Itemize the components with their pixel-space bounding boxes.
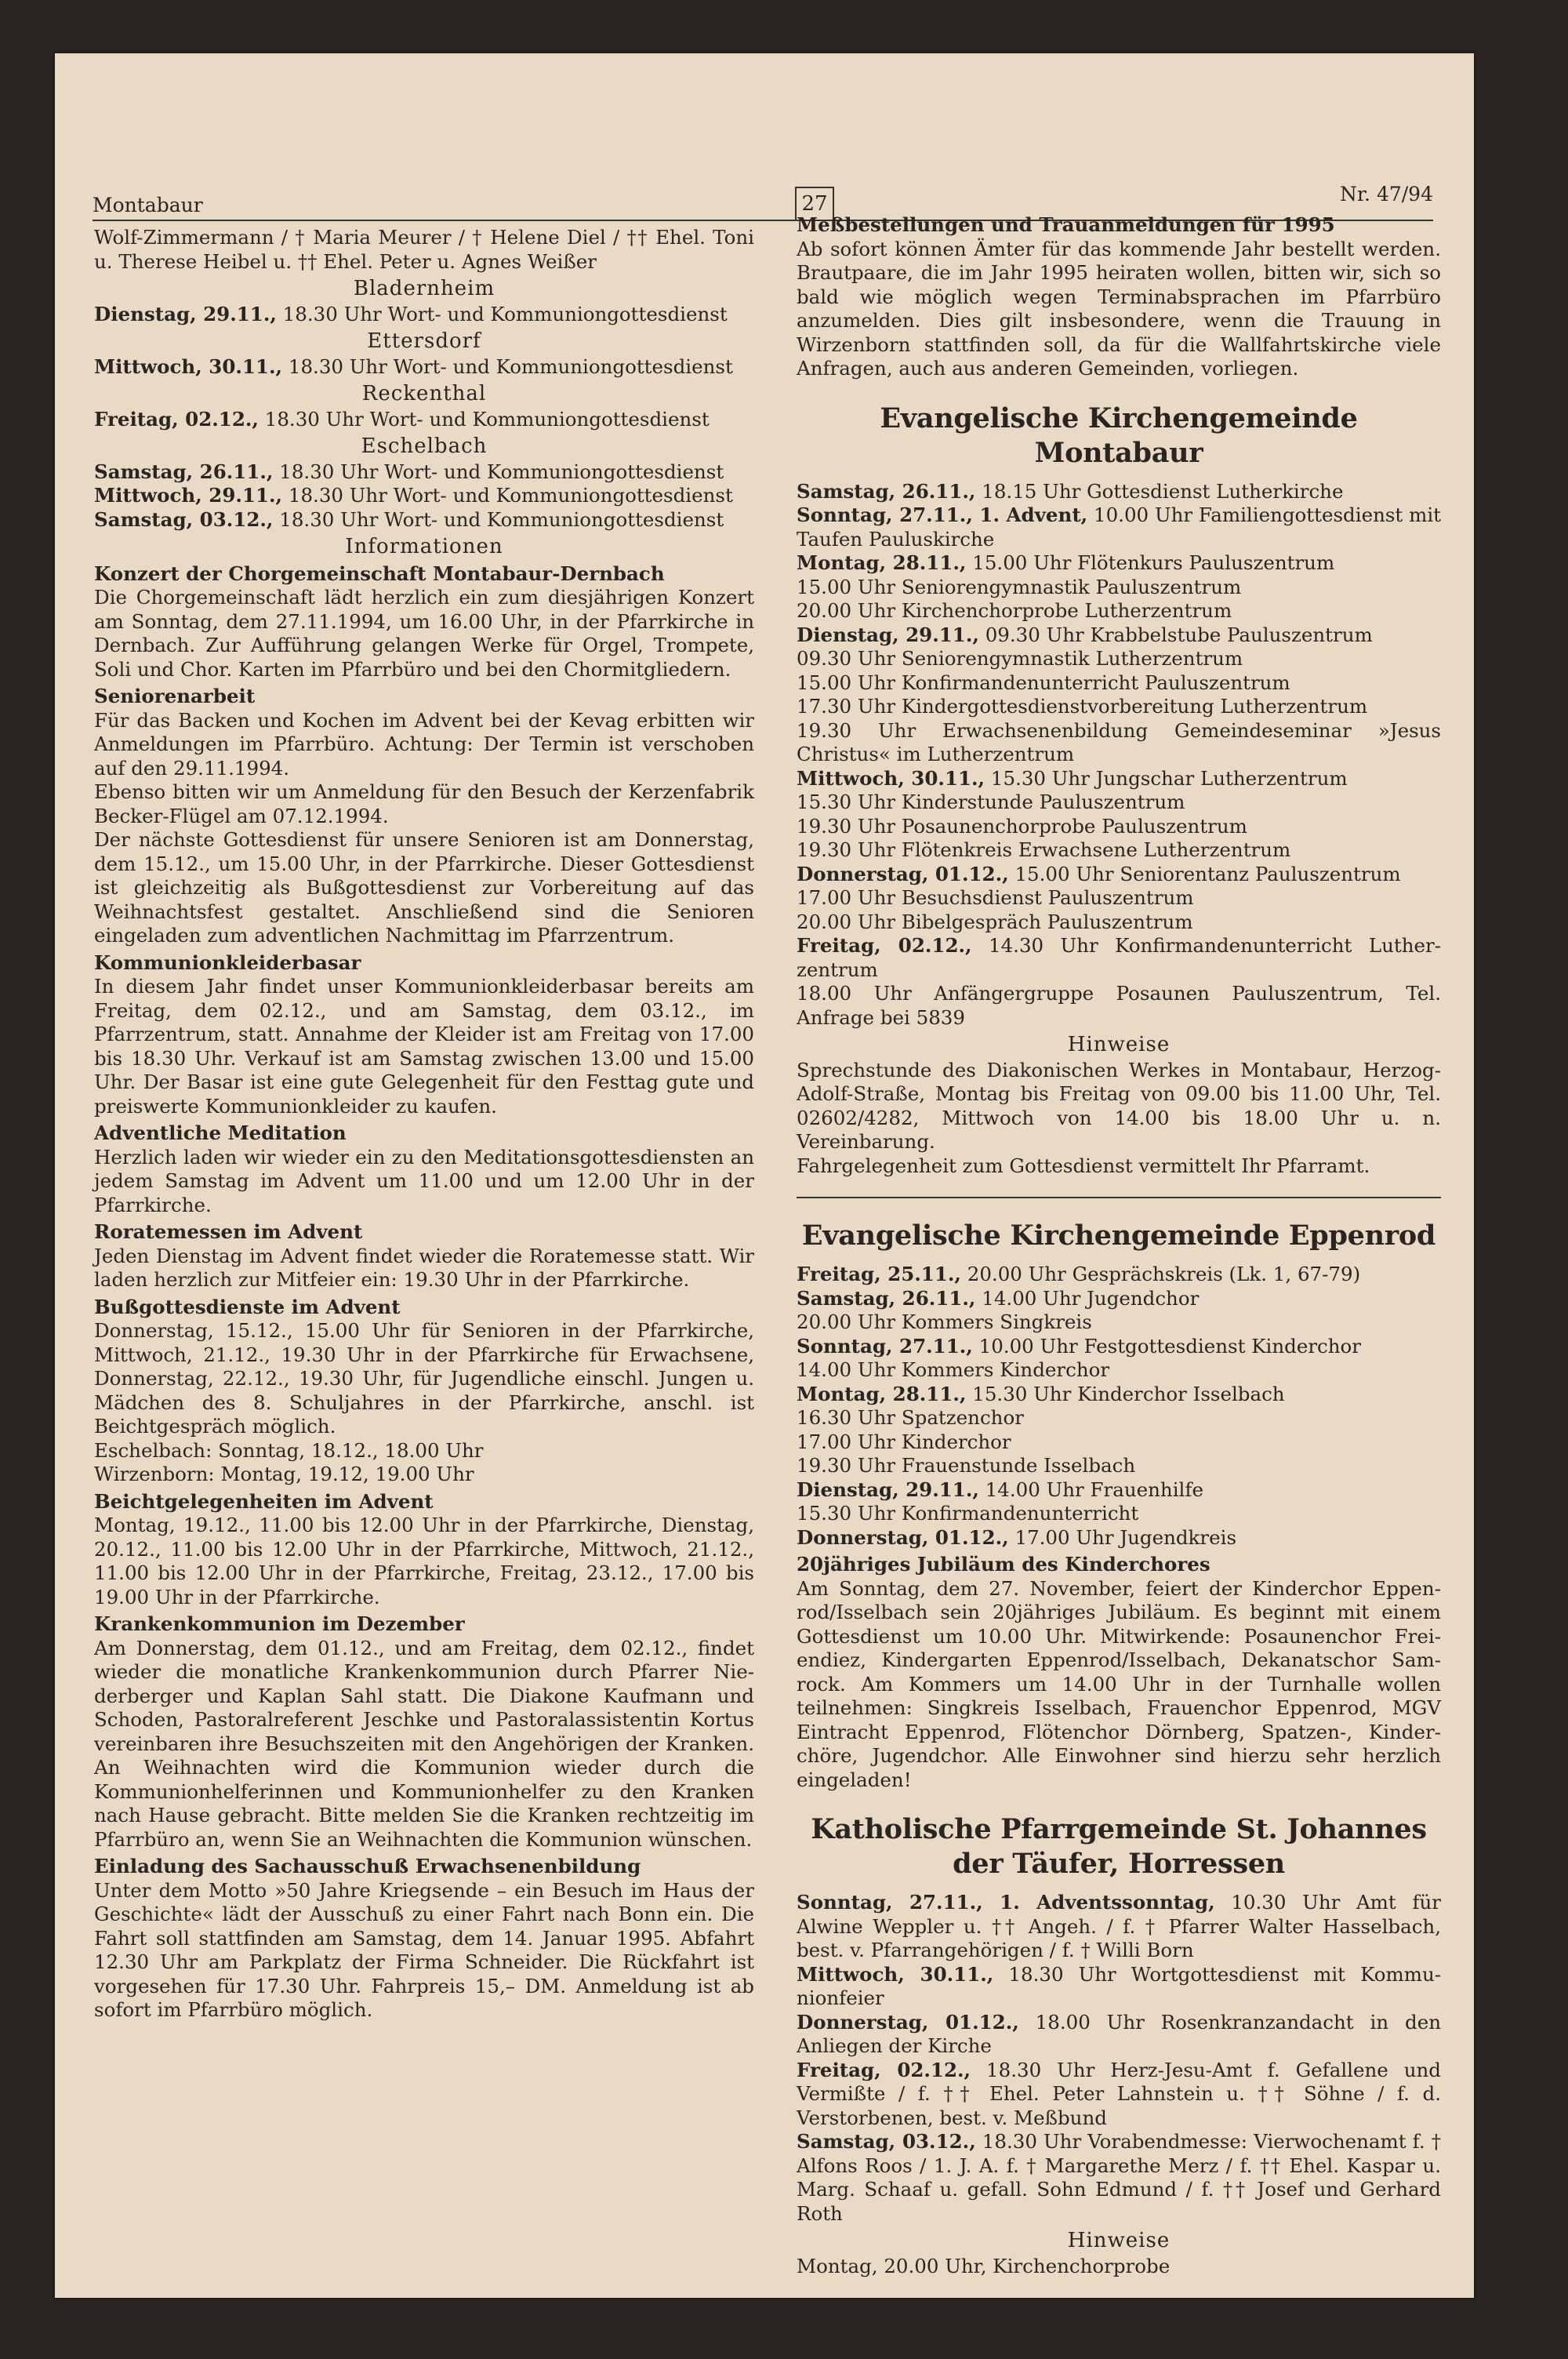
schedule-entry <box>797 1891 1441 1963</box>
item-heading: Einladung des Sachausschuß Erwachsenenbildung <box>94 1855 641 1877</box>
schedule-entry <box>797 934 1441 982</box>
schedule-entry <box>797 2130 1441 2226</box>
entry-text: 18.30 Uhr Wortgottesdienst mit Kommunionfeier <box>797 1962 1441 2009</box>
entry-text: 20.00 Uhr Gesprächskreis (Lk. 1, 67-79) <box>960 1263 1361 1285</box>
entry-date: Sonntag, 27.11., 1. Adventssonntag, <box>797 1891 1215 1914</box>
entry-text: 18.30 Uhr Wort- und Kommuniongottesdienst <box>282 484 733 507</box>
entry-text: 15.00 Uhr Seniorentanz Pauluszentrum <box>1008 862 1401 885</box>
entry-date: Mittwoch, 30.11., <box>797 766 985 790</box>
paragraph: Wolf-Zimmermann / † Maria Meurer / † Helene Diel / †† Ehel. Toni u. Therese Heibel u. †† Ehel. Peter u. Agnes Weißer <box>94 226 754 273</box>
entry-date: Samstag, 03.12., <box>797 2130 976 2153</box>
paragraph: 20.00 Uhr Kirchenchorprobe Lutherzentrum <box>797 599 1232 622</box>
schedule-entry <box>797 623 1441 648</box>
entry-text: 10.30 Uhr Amt für Alwine Weppler u. †† Angeh. / f. † Pfarrer Walter Hasselbach, best. v. Pfarrangehörigen / f. † Willi Born <box>797 1891 1442 1961</box>
schedule-entry <box>797 1478 1441 1503</box>
paragraph: Montag, 20.00 Uhr, Kirchenchorprobe <box>797 2254 1171 2277</box>
right-column <box>797 210 1441 2278</box>
subheading: Ettersdorf <box>367 329 481 353</box>
schedule-entry <box>94 355 754 380</box>
item-heading: Meßbestellungen und Trauanmeldungen für 1995 <box>797 213 1335 236</box>
schedule-entry <box>797 1335 1441 1359</box>
paragraph: 18.00 Uhr Anfängergruppe Posaunen Pauluszentrum, Tel. Anfrage bei 5839 <box>797 982 1441 1029</box>
paragraph: Fahrgelegenheit zum Gottesdienst vermittelt Ihr Pfarramt. <box>797 1154 1370 1177</box>
paragraph: 15.00 Uhr Konfirmandenunterricht Pauluszentrum <box>797 671 1290 694</box>
paragraph: Ebenso bitten wir um Anmeldung für den Besuch der Kerzenfabrik Becker-Flügel am 07.12.1994. <box>94 780 754 827</box>
paragraph: 19.30 Uhr Posaunenchorprobe Pauluszentrum <box>797 814 1247 838</box>
section-title: Evangelische Kirchengemeinde Eppenrod <box>801 1219 1436 1252</box>
entry-text: 14.30 Uhr Konfirmandenunterricht Lutherzentrum <box>797 934 1441 981</box>
paragraph: 19.30 Uhr Flötenkreis Erwachsene Lutherzentrum <box>797 838 1291 861</box>
paragraph: Wirzenborn: Montag, 19.12, 19.00 Uhr <box>94 1463 474 1485</box>
paragraph: Am Sonntag, dem 27. November, feiert der Kinderchor Eppenrod/Isselbach sein 20jähriges Jubiläum. Es beginnt mit einem Gottesdienst um 10.00 Uhr. Mitwirkende: Posaunenchor Freiendiez, Kindergarten Eppenrod/Isselbach, Dekanatschor Samrock. Am Kommers um 14.00 Uhr in der Turnhalle wollen teilnehmen: Singkreis Isselbach, Frauenchor Eppenrod, MGV Eintracht Eppenrod, Flötenchor Dörnberg, Spatzen-, Kinderchöre, Jugendchor. Alle Einwohner sind hierzu sehr herzlich eingeladen! <box>797 1576 1441 1791</box>
entry-date: Montag, 28.11., <box>797 1382 967 1405</box>
entry-date: Freitag, 02.12., <box>797 2058 971 2081</box>
schedule-entry <box>797 480 1441 504</box>
entry-date: Dienstag, 29.11., <box>797 1478 979 1501</box>
schedule-entry <box>797 1963 1441 2011</box>
entry-date: Freitag, 02.12., <box>94 407 259 431</box>
entry-text: 18.15 Uhr Gottesdienst Lutherkirche <box>975 479 1344 503</box>
entry-date: Samstag, 26.11., <box>797 479 976 503</box>
section-divider <box>797 1197 1441 1198</box>
paragraph: 20.00 Uhr Bibelgespräch Pauluszentrum <box>797 910 1193 933</box>
entry-date: Freitag, 25.11., <box>797 1263 961 1285</box>
paragraph: 17.00 Uhr Besuchsdienst Pauluszentrum <box>797 886 1194 909</box>
entry-text: 18.30 Uhr Wort- und Kommuniongottesdienst <box>276 302 728 325</box>
header-page-number: 27 <box>795 187 834 220</box>
paragraph: Am Donnerstag, dem 01.12., und am Freitag, dem 02.12., findet wieder die monatliche Krankenkommunion durch Pfarrer Niederberger und Kaplan Sahl statt. Die Diakone Kaufmann und Schoden, Pastoralreferent Jeschke und Pastoralassistentin Kortus vereinbaren ihre Besuchszeiten mit den Angehörigen der Kranken. An Weihnachten wird die Kommunion wieder durch die Kommunionhelferinnen und Kommunionhelfer zu den Kranken nach Hause gebracht. Bitte melden Sie die Kranken rechtzeitig im Pfarrbüro an, wenn Sie an Weihnachten die Kommunion wünschen. <box>94 1636 754 1851</box>
entry-text: 10.00 Uhr Familiengottesdienst mit Taufen Pauluskirche <box>797 503 1442 551</box>
item-heading: Seniorenarbeit <box>94 685 256 707</box>
header-town: Montabaur <box>93 194 203 216</box>
paragraph: 20.00 Uhr Kommers Singkreis <box>797 1310 1092 1333</box>
section-title: Evangelische Kirchengemeinde Montabaur <box>880 402 1358 469</box>
schedule-entry <box>94 303 754 327</box>
entry-date: Donnerstag, 01.12., <box>797 1525 1009 1549</box>
schedule-entry <box>797 551 1441 576</box>
entry-text: 15.00 Uhr Flötenkurs Pauluszentrum <box>966 551 1335 574</box>
item-heading: Konzert der Chorgemeinschaft Montabaur-Dernbach <box>94 562 665 585</box>
schedule-entry <box>797 503 1441 551</box>
entry-date: Sonntag, 27.11., 1. Advent, <box>797 503 1088 526</box>
entry-text: 17.00 Uhr Jugendkreis <box>1008 1525 1237 1549</box>
subheading: Hinweise <box>1067 2229 1171 2252</box>
header-issue-number: Nr. 47/94 <box>1339 183 1433 205</box>
entry-text: 18.30 Uhr Wort- und Kommuniongottesdienst <box>273 507 724 531</box>
paragraph: Eschelbach: Sonntag, 18.12., 18.00 Uhr <box>94 1438 484 1462</box>
paragraph: 16.30 Uhr Spatzenchor <box>797 1406 1024 1429</box>
entry-date: Mittwoch, 30.11., <box>94 354 283 378</box>
entry-text: 18.30 Uhr Wort- und Kommuniongottesdienst <box>258 407 710 431</box>
entry-text: 15.30 Uhr Kinderchor Isselbach <box>966 1382 1285 1405</box>
schedule-entry <box>94 460 754 485</box>
entry-text: 15.30 Uhr Jungschar Lutherzentrum <box>985 766 1348 790</box>
paragraph: 17.00 Uhr Kinderchor <box>797 1430 1011 1453</box>
subheading: Reckenthal <box>361 382 487 405</box>
entry-text: 14.00 Uhr Jugendchor <box>975 1286 1200 1310</box>
schedule-entry <box>797 767 1441 791</box>
entry-text: 18.30 Uhr Wort- und Kommuniongottesdienst <box>273 460 724 483</box>
item-heading: Bußgottesdienste im Advent <box>94 1295 401 1318</box>
entry-date: Dienstag, 29.11., <box>797 623 979 646</box>
entry-text: 10.00 Uhr Festgottesdienst Kinderchor <box>972 1334 1362 1358</box>
entry-date: Dienstag, 29.11., <box>94 302 277 325</box>
paragraph: Jeden Dienstag im Advent findet wieder die Roratemesse statt. Wir laden herzlich zur Mitfeier ein: 19.30 Uhr in der Pfarrkirche. <box>94 1244 754 1291</box>
page-header <box>93 132 1433 221</box>
schedule-entry <box>94 484 754 508</box>
item-heading: Adventliche Meditation <box>94 1121 347 1144</box>
entry-text: 18.30 Uhr Herz-Jesu-Amt f. Gefallene und Vermißte / f. †† Ehel. Peter Lahnstein u. †† Söhne / f. d. Verstorbenen, best. v. Meßbund <box>797 2058 1441 2129</box>
entry-date: Donnerstag, 01.12., <box>797 862 1009 885</box>
schedule-entry <box>797 1263 1441 1287</box>
subheading: Informationen <box>345 535 503 558</box>
subheading: Hinweise <box>1067 1033 1171 1056</box>
paragraph: In diesem Jahr findet unser Kommunionkleiderbasar bereits am Freitag, dem 02.12., und am Samstag, dem 03.12., im Pfarrzentrum, statt. Annahme der Kleider ist am Freitag von 17.00 bis 18.30 Uhr. Verkauf ist am Samstag zwischen 13.00 und 15.00 Uhr. Der Basar ist eine gute Gelegenheit für den Festtag gute und preiswerte Kommunionkleider zu kaufen. <box>94 975 754 1118</box>
entry-text: 18.00 Uhr Rosenkranzandacht in den Anliegen der Kirche <box>797 2010 1441 2057</box>
paragraph: Herzlich laden wir wieder ein zu den Meditationsgottesdiensten an jedem Samstag im Advent um 11.00 und um 12.00 Uhr in der Pfarrkirche. <box>94 1145 754 1216</box>
newspaper-page <box>55 53 1474 2298</box>
subheading: Bladernheim <box>353 277 495 300</box>
paragraph: Donnerstag, 15.12., 15.00 Uhr für Senioren in der Pfarrkirche, Mittwoch, 21.12., 19.30 Uhr in der Pfarrkirche für Erwachsene, Donnerstag, 22.12., 19.30 Uhr, für Jugendliche einschl. Jungen u. Mädchen des 8. Schuljahres in der Pfarrkirche, anschl. ist Beichtgespräch möglich. <box>94 1319 754 1438</box>
left-column <box>94 226 754 2023</box>
entry-text: 18.30 Uhr Wort- und Kommuniongottesdienst <box>282 354 733 378</box>
paragraph: Der nächste Gottesdienst für unsere Senioren ist am Donnerstag, dem 15.12., um 15.00 Uhr, in der Pfarrkirche. Dieser Gottesdienst ist gleichzeitig als Bußgottesdienst zur Vorbereitung auf das Weihnachtsfest gestaltet. Anschließend sind die Senioren eingeladen zum adventlichen Nachmittag im Pfarrzentrum. <box>94 828 754 947</box>
paragraph: 15.00 Uhr Seniorengymnastik Pauluszentrum <box>797 575 1242 598</box>
paragraph: 09.30 Uhr Seniorengymnastik Lutherzentrum <box>797 647 1243 670</box>
entry-date: Samstag, 26.11., <box>797 1286 976 1310</box>
paragraph: Ab sofort können Ämter für das kommende Jahr bestellt werden. Brautpaare, die im Jahr 1995 heiraten wollen, bitten wir, sich so bald wie möglich wegen Terminabsprachen im Pfarrbüro anzumelden. Dies gilt insbesondere, wenn die Trauung in Wirzenborn stattfinden soll, da für die Wallfahrtskirche viele Anfragen, auch aus anderen Gemeinden, vorliegen. <box>797 237 1441 380</box>
paragraph: 15.30 Uhr Kinderstunde Pauluszentrum <box>797 791 1185 813</box>
paragraph: Unter dem Motto »50 Jahre Kriegsende – ein Besuch im Haus der Geschichte« lädt der Ausschuß zu einer Fahrt nach Bonn ein. Die Fahrt soll stattfinden am Samstag, dem 14. Januar 1995. Abfahrt 12.30 Uhr am Parkplatz der Firma Schneider. Die Rückfahrt ist vorgesehen für 17.30 Uhr. Fahrpreis 15,– DM. Anmeldung ist ab sofort im Pfarrbüro möglich. <box>94 1878 754 2021</box>
entry-text: 09.30 Uhr Krabbelstube Pauluszentrum <box>978 623 1373 646</box>
schedule-entry <box>797 1526 1441 1550</box>
entry-date: Sonntag, 27.11., <box>797 1334 973 1358</box>
item-heading: 20jähriges Jubiläum des Kinderchores <box>797 1553 1210 1576</box>
entry-text: 18.30 Uhr Vorabendmesse: Vierwochenamt f. † Alfons Roos / 1. J. A. f. † Margarethe Merz / f. †† Ehel. Kaspar u. Marg. Schaaf u. gefall. Sohn Edmund / f. †† Josef und Gerhard Roth <box>797 2130 1441 2225</box>
paragraph: Montag, 19.12., 11.00 bis 12.00 Uhr in der Pfarrkirche, Dienstag, 20.12., 11.00 bis 12.00 Uhr in der Pfarrkirche, Mittwoch, 21.12., 11.00 bis 12.00 Uhr in der Pfarrkirche, Freitag, 23.12., 17.00 bis 19.00 Uhr in der Pfarrkirche. <box>94 1514 754 1608</box>
entry-date: Donnerstag, 01.12., <box>797 2010 1019 2034</box>
paragraph: 17.30 Uhr Kindergottesdienstvorbereitung Lutherzentrum <box>797 695 1368 718</box>
section-title: Katholische Pfarrgemeinde St. Johannes der Täufer, Horressen <box>811 1813 1427 1880</box>
schedule-entry <box>797 1287 1441 1311</box>
schedule-entry <box>797 1383 1441 1407</box>
paragraph: 14.00 Uhr Kommers Kinderchor <box>797 1358 1110 1381</box>
paragraph: Sprechstunde des Diakonischen Werkes in Montabaur, Herzog-Adolf-Straße, Montag bis Freitag von 09.00 bis 11.00 Uhr, Tel. 02602/4282, Mittwoch von 14.00 bis 18.00 Uhr u. n. Vereinbarung. <box>797 1058 1441 1153</box>
paragraph: 15.30 Uhr Konfirmandenunterricht <box>797 1502 1139 1525</box>
item-heading: Beichtgelegenheiten im Advent <box>94 1489 434 1513</box>
item-heading: Krankenkommunion im Dezember <box>94 1612 465 1635</box>
entry-date: Samstag, 03.12., <box>94 507 274 531</box>
paragraph: Für das Backen und Kochen im Advent bei der Kevag erbitten wir Anmeldungen im Pfarrbüro. Achtung: Der Termin ist verschoben auf den 29.11.1994. <box>94 708 754 780</box>
subheading: Eschelbach <box>361 434 488 458</box>
entry-date: Samstag, 26.11., <box>94 460 274 483</box>
entry-text: 14.00 Uhr Frauenhilfe <box>978 1478 1203 1501</box>
item-heading: Kommunionkleiderbasar <box>94 951 361 974</box>
entry-date: Montag, 28.11., <box>797 551 967 574</box>
entry-date: Mittwoch, 30.11., <box>797 1962 994 1986</box>
schedule-entry <box>94 508 754 533</box>
item-heading: Roratemessen im Advent <box>94 1220 363 1243</box>
schedule-entry <box>797 2011 1441 2059</box>
paragraph: 19.30 Uhr Frauenstunde Isselbach <box>797 1454 1136 1477</box>
schedule-entry <box>797 863 1441 887</box>
entry-date: Freitag, 02.12., <box>797 934 972 957</box>
entry-date: Mittwoch, 29.11., <box>94 484 283 507</box>
schedule-entry <box>797 2059 1441 2131</box>
paragraph: 19.30 Uhr Erwachsenenbildung Gemeindeseminar »Jesus Christus« im Lutherzentrum <box>797 718 1441 765</box>
schedule-entry <box>94 408 754 432</box>
paragraph: Die Chorgemeinschaft lädt herzlich ein zum diesjährigen Konzert am Sonntag, dem 27.11.1994, um 16.00 Uhr, in der Pfarrkirche in Dernbach. Zur Aufführung gelangen Werke für Orgel, Trompete, Soli und Chor. Karten im Pfarrbüro und bei den Chormitgliedern. <box>94 586 754 681</box>
